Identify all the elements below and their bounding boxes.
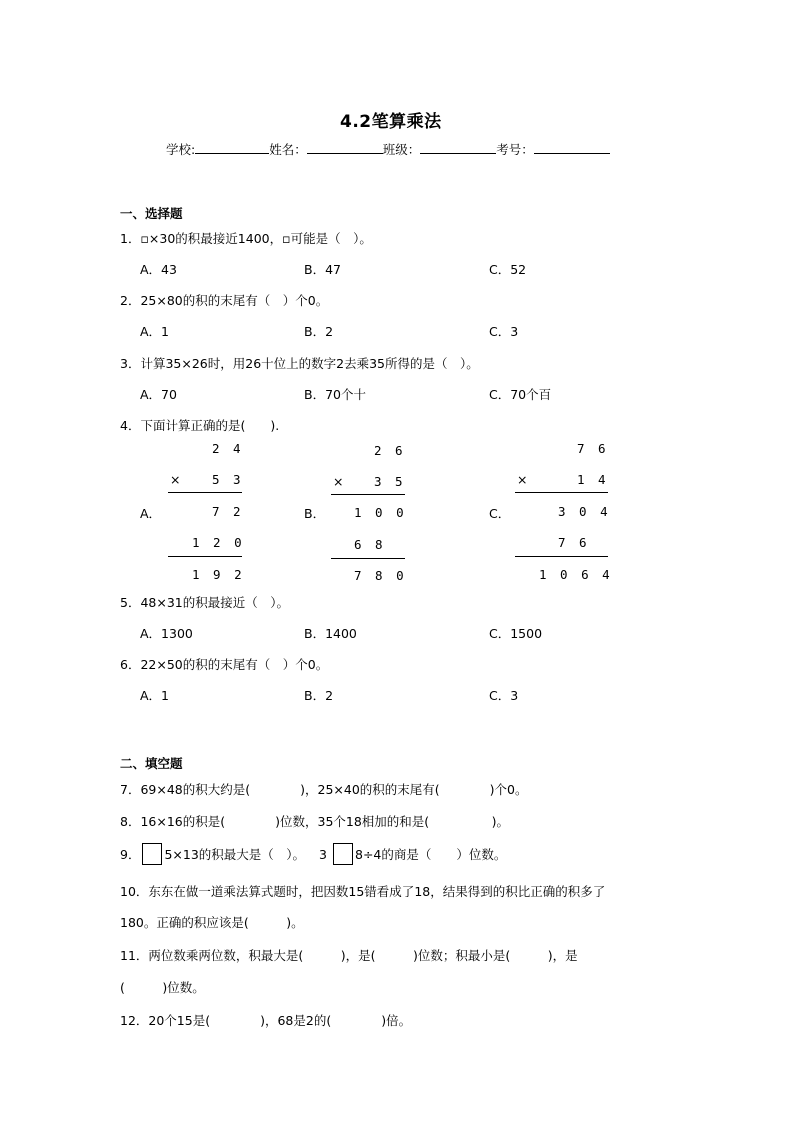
q3-option-c[interactable]: C．70个百 <box>489 387 552 402</box>
q10-line1: 10．东东在做一道乘法算式题时，把因数15错看成了18，结果得到的积比正确的积多了 <box>120 884 606 899</box>
q4-c-top: 7 6 <box>577 441 609 456</box>
q1-stem: 1．▫×30的积最接近1400，▫可能是（ ）。 <box>120 231 372 246</box>
q4-stem: 4．下面计算正确的是( ). <box>120 418 280 433</box>
page-title: 4.2笔算乘法 <box>340 112 442 132</box>
school-blank[interactable] <box>195 140 269 154</box>
q9-box-2[interactable] <box>333 843 353 865</box>
q7-text: 7．69×48的积大约是( )，25×40的积的末尾有( )个0。 <box>120 782 528 797</box>
class-blank[interactable] <box>420 140 496 154</box>
student-info-row <box>166 140 610 158</box>
q4-a-times-sign: × <box>170 472 181 487</box>
exam-no-blank[interactable] <box>534 140 610 154</box>
q4-c-multiplier: 1 4 <box>577 472 609 487</box>
q9-part1: 5×13的积最大是（ ）。 <box>164 847 306 862</box>
q4-option-c-label[interactable]: C． <box>489 506 511 521</box>
q9-number: 9． <box>120 847 141 862</box>
q4-b-partial1: 1 0 0 <box>354 505 407 520</box>
q11-line2: ( )位数。 <box>120 980 205 995</box>
q5-option-a[interactable]: A．1300 <box>140 626 193 641</box>
q4-option-a-label[interactable]: A． <box>140 506 162 521</box>
q9-part2: 8÷4的商是（ ）位数。 <box>355 847 507 862</box>
q6-stem: 6．22×50的积的末尾有（ ）个0。 <box>120 657 329 672</box>
q4-c-partial2: 7 6 <box>558 535 590 550</box>
q4-b-line1 <box>331 494 405 495</box>
school-label: 学校: <box>166 142 196 157</box>
q4-a-partial2: 1 2 0 <box>192 535 245 550</box>
q4-c-line1 <box>515 492 608 493</box>
q11-line1: 11．两位数乘两位数，积最大是( )，是( )位数；积最小是( )，是 <box>120 948 578 963</box>
q4-option-b-label[interactable]: B． <box>304 506 326 521</box>
q4-a-result: 1 9 2 <box>192 567 245 582</box>
section-heading-fill-blank: 二、填空题 <box>120 756 183 771</box>
exam-no-label: 考号： <box>496 142 534 157</box>
q4-a-multiplier: 5 3 <box>212 472 244 487</box>
q1-option-c[interactable]: C．52 <box>489 262 527 277</box>
q4-b-times-sign: × <box>333 474 344 489</box>
class-label: 班级： <box>382 142 421 157</box>
q9-row <box>120 845 506 865</box>
q6-option-a[interactable]: A．1 <box>140 688 170 703</box>
q2-option-c[interactable]: C．3 <box>489 324 519 339</box>
q1-option-a[interactable]: A．43 <box>140 262 177 277</box>
q4-c-line2 <box>515 556 608 557</box>
q12-text: 12．20个15是( )，68是2的( )倍。 <box>120 1013 412 1028</box>
q4-a-line1 <box>168 492 242 493</box>
section-heading-choice: 一、选择题 <box>120 206 183 221</box>
q6-option-b[interactable]: B．2 <box>304 688 334 703</box>
q4-c-result: 1 0 6 4 <box>539 567 613 582</box>
q5-option-b[interactable]: B．1400 <box>304 626 357 641</box>
q8-text: 8．16×16的积是( )位数，35个18相加的和是( )。 <box>120 814 510 829</box>
q2-option-a[interactable]: A．1 <box>140 324 170 339</box>
q4-a-line2 <box>168 556 242 557</box>
q5-option-c[interactable]: C．1500 <box>489 626 543 641</box>
q3-option-a[interactable]: A．70 <box>140 387 177 402</box>
q9-box-1[interactable] <box>142 843 162 865</box>
q10-line2: 180。正确的积应该是( )。 <box>120 915 304 930</box>
q4-c-partial1: 3 0 4 <box>558 504 611 519</box>
q4-c-times-sign: × <box>517 472 528 487</box>
q4-b-multiplier: 3 5 <box>374 474 406 489</box>
q4-a-partial1: 7 2 <box>212 504 244 519</box>
q4-b-top: 2 6 <box>374 443 406 458</box>
q3-option-b[interactable]: B．70个十 <box>304 387 366 402</box>
q9-mid-digit: 3 <box>319 847 327 862</box>
q4-b-result: 7 8 0 <box>354 568 407 583</box>
q5-stem: 5．48×31的积最接近（ ）。 <box>120 595 289 610</box>
q2-option-b[interactable]: B．2 <box>304 324 334 339</box>
q1-option-b[interactable]: B．47 <box>304 262 341 277</box>
q3-stem: 3．计算35×26时，用26十位上的数字2去乘35所得的是（ ）。 <box>120 356 479 371</box>
name-label: 姓名： <box>269 142 307 157</box>
q4-a-top: 2 4 <box>212 441 244 456</box>
q4-b-line2 <box>331 558 405 559</box>
q6-option-c[interactable]: C．3 <box>489 688 519 703</box>
q2-stem: 2．25×80的积的末尾有（ ）个0。 <box>120 293 329 308</box>
name-blank[interactable] <box>307 140 383 154</box>
q4-b-partial2: 6 8 <box>354 537 386 552</box>
